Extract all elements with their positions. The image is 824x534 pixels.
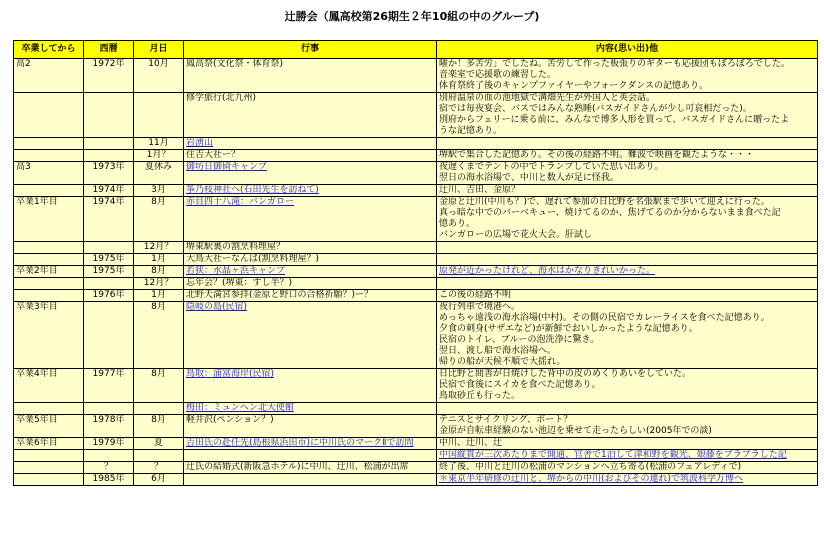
cell-month-text: 1月 [151, 254, 166, 264]
cell-year [84, 266, 134, 278]
content-line: 夜行列車で境港へ。 [439, 302, 521, 312]
cell-event [184, 302, 437, 369]
content-line: 体育祭終了後のキャンプファイヤーやフォークダンスの記憶あり。 [439, 81, 709, 91]
table-row [14, 290, 818, 302]
cell-year-text: 1977年 [92, 369, 125, 379]
table-row [14, 266, 818, 278]
cell-grade-text: 高3 [16, 162, 31, 172]
cell-year [84, 462, 134, 474]
cell-month [134, 450, 184, 462]
content-line: 金原と辻川(中川も？)で、遅れて参加の日比野を名張駅まで歩いて迎えに行った。 [439, 197, 770, 207]
cell-month [134, 150, 184, 162]
cell-grade [14, 474, 84, 486]
content-line: 別府温泉の血の池地獄で溝畑先生が外国人と英会話。 [439, 93, 656, 103]
cell-grade [14, 138, 84, 150]
cell-event [184, 138, 437, 150]
cell-content [437, 369, 818, 403]
cell-event [184, 59, 437, 93]
table-row [14, 254, 818, 266]
cell-month-text: 8月 [151, 302, 166, 312]
cell-month-text: 1月？ [146, 150, 171, 160]
cell-event [184, 403, 437, 415]
cell-grade-text: 卒業4年目 [16, 369, 58, 379]
cell-grade [14, 302, 84, 369]
cell-event [184, 93, 437, 138]
cell-year-text: 1975年 [92, 254, 125, 264]
cell-event-text: 住吉大社ー？ [186, 150, 241, 160]
cell-event-text[interactable]: 岩湧山 [186, 138, 214, 148]
table-row [14, 242, 818, 254]
cell-year [84, 197, 134, 242]
cell-event [184, 290, 437, 302]
content-line: 鳥取砂丘も行った。 [439, 391, 521, 401]
content-line[interactable]: 中国縦貫が三次あたりまで開通、官舎で1泊して津和野を観光、娘藤をブラブラした記 [439, 450, 787, 460]
cell-grade [14, 242, 84, 254]
cell-content [437, 278, 818, 290]
cell-event-text: 鳳高祭(文化祭・体育祭) [186, 59, 284, 69]
cell-grade [14, 369, 84, 403]
table-row [14, 93, 818, 138]
content-line: 翌日、渡し船で海水浴場へ。 [439, 346, 557, 356]
table-row [14, 438, 818, 450]
header-content: 内容(思い出)他 [437, 41, 818, 59]
cell-content [437, 438, 818, 450]
cell-grade [14, 93, 84, 138]
content-line: 憶あり。 [439, 219, 476, 229]
cell-year [84, 474, 134, 486]
table-row [14, 369, 818, 403]
content-line: うな記憶あり。 [439, 126, 503, 136]
cell-grade [14, 59, 84, 93]
content-line: この後の経路不明 [439, 290, 512, 300]
cell-month-text: 1月 [151, 290, 166, 300]
cell-grade [14, 278, 84, 290]
cell-month-text: 8月 [151, 197, 166, 207]
cell-month [134, 278, 184, 290]
cell-content [437, 415, 818, 438]
content-line: 民宿のトイレ、ブルーの泡洗浄に驚き。 [439, 335, 600, 345]
cell-grade-text: 卒業6年目 [16, 438, 58, 448]
cell-event [184, 369, 437, 403]
cell-grade-text: 卒業3年目 [16, 302, 58, 312]
content-line: テニスとサイクリング、ボート？ [439, 415, 573, 425]
cell-year-text: 1973年 [92, 162, 125, 172]
cell-month-text: 8月 [151, 415, 166, 425]
cell-month [134, 162, 184, 185]
header-event: 行事 [184, 41, 437, 59]
cell-grade-text: 高2 [16, 59, 31, 69]
cell-year [84, 302, 134, 369]
cell-month [134, 415, 184, 438]
cell-event-text[interactable]: 御坊日御碕キャンプ [186, 162, 268, 172]
cell-event-text: 軽井沢(ペンション？) [186, 415, 274, 425]
content-line: 堺駅で集合した記憶あり。その後の経路不明。難波で映画を観たような・・・ [439, 150, 755, 160]
cell-year [84, 138, 134, 150]
cell-event-text[interactable]: 梅田：ミュンヘン北大使館 [186, 403, 294, 413]
cell-month [134, 462, 184, 474]
content-line: 日比野と間善が日焼けした背中の皮のめくりあいをしていた。 [439, 369, 692, 379]
cell-month-text: 10月 [148, 59, 169, 69]
header-month: 月日 [134, 41, 184, 59]
cell-month [134, 138, 184, 150]
cell-year-text: 1985年 [92, 474, 125, 484]
cell-event [184, 462, 437, 474]
cell-event [184, 242, 437, 254]
content-line: 辻川、吉田、金原？ [439, 185, 521, 195]
cell-month [134, 242, 184, 254]
cell-event [184, 450, 437, 462]
table-row [14, 403, 818, 415]
cell-content [437, 403, 818, 415]
table-row [14, 450, 818, 462]
cell-grade [14, 290, 84, 302]
cell-event-text[interactable]: 吉田氏の赴任先(島根県浜田市)に中川氏のマークⅡで訪問 [186, 438, 414, 448]
cell-month-text: 6月 [151, 474, 166, 484]
cell-grade [14, 462, 84, 474]
cell-grade [14, 162, 84, 185]
header-grade: 卒業してから [14, 41, 84, 59]
cell-year-text: 1979年 [92, 438, 125, 448]
cell-month [134, 302, 184, 369]
cell-year [84, 450, 134, 462]
cell-year-text: 1974年 [92, 197, 125, 207]
cell-month [134, 93, 184, 138]
content-line: 曜か！多苦労」でしたね。苦労して作った板張りのギターも応援団もぼろぼろでした。 [439, 59, 790, 69]
cell-event-text[interactable]: 鳥取：浦富海岸(民宿) [186, 369, 275, 379]
cell-event [184, 266, 437, 278]
cell-grade [14, 197, 84, 242]
cell-content [437, 266, 818, 278]
cell-event [184, 254, 437, 266]
content-line: 金原が自転車経験のない池辺を乗せて走ったらしい(2005年での談) [439, 426, 712, 436]
cell-month [134, 403, 184, 415]
cell-grade [14, 266, 84, 278]
cell-year [84, 254, 134, 266]
cell-content [437, 138, 818, 150]
cell-year [84, 93, 134, 138]
cell-grade [14, 438, 84, 450]
cell-year-text: 1978年 [92, 415, 125, 425]
cell-grade-text: 卒業2年目 [16, 266, 58, 276]
cell-event-text[interactable]: 赤目四十八滝：バンガロー [186, 197, 295, 207]
cell-content [437, 59, 818, 93]
cell-event-text[interactable]: 若狭：水晶ヶ浜キャンプ [186, 266, 286, 276]
cell-month-text: 12月？ [143, 242, 174, 252]
table-row [14, 162, 818, 185]
content-line: めっちゃ遠浅の海水浴場(中村)。その側の民宿でカレーライスを食べた記憶あり。 [439, 313, 770, 323]
cell-year [84, 369, 134, 403]
content-line: 終了後、中川と辻川の松浦のマンションへ立ち寄る(松浦のフェアレディで) [439, 462, 742, 472]
cell-content [437, 242, 818, 254]
content-line: 中川、辻川、辻 [439, 438, 503, 448]
cell-event [184, 162, 437, 185]
cell-content [437, 302, 818, 369]
cell-content [437, 290, 818, 302]
cell-grade [14, 185, 84, 197]
table-row [14, 150, 818, 162]
cell-year-text: 1974年 [92, 185, 125, 195]
cell-month-text: 3月 [151, 185, 166, 195]
cell-month [134, 197, 184, 242]
cell-month-text: ？ [153, 462, 163, 472]
cell-event-text: 北野天満宮参拝(金原と野口の合格祈願？)ー？ [186, 290, 374, 300]
cell-event [184, 415, 437, 438]
content-line[interactable]: 原発が近かったけれど、海水はかなりきれいかった。 [439, 266, 656, 276]
table-row [14, 59, 818, 93]
cell-content [437, 185, 818, 197]
cell-year-text: 1976年 [92, 290, 125, 300]
cell-event [184, 474, 437, 486]
cell-year [84, 415, 134, 438]
cell-content [437, 450, 818, 462]
header-year: 西暦 [84, 41, 134, 59]
content-line: 夜遅くまでテントの中でトランプしていた思い出あり。 [439, 162, 664, 172]
cell-content [437, 254, 818, 266]
cell-year [84, 185, 134, 197]
events-table [13, 40, 818, 486]
table-row [14, 278, 818, 290]
cell-content [437, 462, 818, 474]
content-line: 音楽室で応援歌の練習した。 [439, 70, 557, 80]
content-line: 翌日の海水浴場で、中川と数人が足に怪我。 [439, 173, 619, 183]
cell-year [84, 403, 134, 415]
cell-grade [14, 150, 84, 162]
cell-month-text: 8月 [151, 266, 166, 276]
table-row [14, 462, 818, 474]
content-line[interactable]: ＊東京半年研修の辻川と、堺からの中川(およびその連れ)で筑波科学万博へ [439, 474, 744, 484]
cell-month [134, 369, 184, 403]
cell-grade [14, 254, 84, 266]
cell-event [184, 150, 437, 162]
cell-month-text: 夏 [153, 438, 163, 448]
cell-grade-text: 卒業1年目 [16, 197, 58, 207]
cell-grade [14, 415, 84, 438]
cell-event-text: 大鳥大社ーなんば(割烹料理屋？) [186, 254, 320, 264]
table-row [14, 197, 818, 242]
page-title: 辻勝会（鳳高校第26期生２年10組の中のグループ) [284, 10, 540, 23]
cell-month-text: 12月？ [143, 278, 174, 288]
table-row [14, 138, 818, 150]
cell-year [84, 290, 134, 302]
cell-year [84, 242, 134, 254]
cell-month [134, 266, 184, 278]
cell-event-text: 忘年会？(堺東：すし半？) [186, 278, 293, 288]
cell-grade [14, 450, 84, 462]
cell-month [134, 59, 184, 93]
header-row [14, 41, 818, 59]
cell-event-text[interactable]: 筝乃枝神社へ(石田先生を訪ねて) [186, 185, 319, 195]
cell-month-text: 夏休み [144, 162, 172, 172]
cell-year-text: 1975年 [92, 266, 125, 276]
cell-year-text: ？ [103, 462, 113, 472]
cell-content [437, 93, 818, 138]
cell-event [184, 185, 437, 197]
cell-event [184, 197, 437, 242]
cell-month [134, 254, 184, 266]
cell-year [84, 162, 134, 185]
cell-grade-text: 卒業5年目 [16, 415, 58, 425]
table-row [14, 474, 818, 486]
cell-month [134, 438, 184, 450]
table-row [14, 185, 818, 197]
cell-event-text: 辻氏の結婚式(新阪急ホテル)に中川、辻川、松浦が出席 [186, 462, 409, 472]
table-row [14, 415, 818, 438]
cell-event [184, 278, 437, 290]
cell-content [437, 150, 818, 162]
cell-event [184, 438, 437, 450]
cell-content [437, 197, 818, 242]
table-row [14, 302, 818, 369]
cell-event-text: 修学旅行(北九州) [186, 93, 257, 103]
cell-month [134, 474, 184, 486]
cell-year [84, 438, 134, 450]
cell-content [437, 474, 818, 486]
cell-event-text: 堺東駅裏の割烹料理屋？ [186, 242, 286, 252]
content-line: 別府からフェリーに乗る前に、みんなで博多人形を買って、バスガイドさんに贈ったよ [439, 115, 790, 125]
cell-month-text: 11月 [148, 138, 169, 148]
content-line: 帰りの船が天候不順で大揺れ。 [439, 357, 566, 367]
cell-year-text: 1972年 [92, 59, 125, 69]
cell-grade [14, 403, 84, 415]
content-line: 真っ暗な中でのバーベキュー、焼けてるのか、焦げてるのか分からないまま食べた記 [439, 208, 781, 218]
cell-year [84, 59, 134, 93]
content-line: 宿では毎夜宴会、バスではみんな熟睡(バスガイドさんが少し可哀相だった)。 [439, 104, 752, 114]
content-line: バンガローの広場で花火大会。肝試し [439, 230, 593, 240]
cell-month [134, 290, 184, 302]
cell-month [134, 185, 184, 197]
cell-year [84, 278, 134, 290]
cell-year [84, 150, 134, 162]
cell-month-text: 8月 [151, 369, 166, 379]
content-line: 民宿で食後にスイカを食べた記憶あり。 [439, 380, 601, 390]
cell-event-text[interactable]: 隠岐の島(民宿) [186, 302, 248, 312]
content-line: 夕食の刺身(サザエなど)が新鮮でおいしかったような記憶あり。 [439, 324, 698, 334]
cell-content [437, 162, 818, 185]
